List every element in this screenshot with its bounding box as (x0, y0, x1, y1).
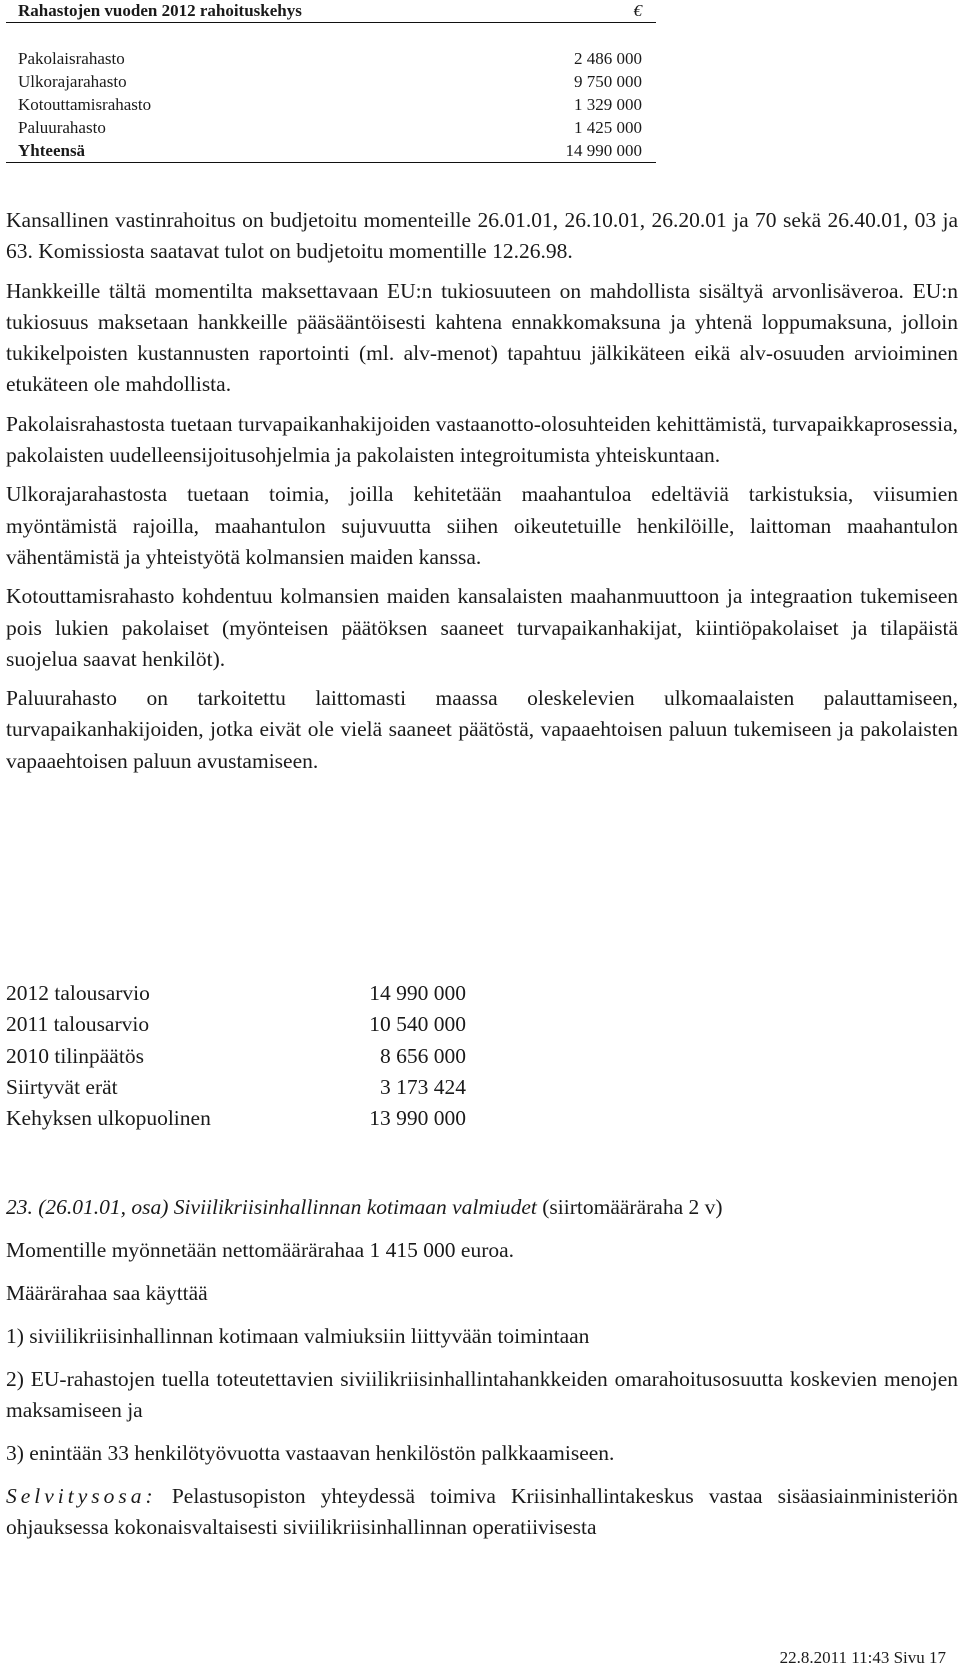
paragraph-national-funding: Kansallinen vastinrahoitus on budjetoitu momenteille 26.01.01, 26.10.01, 26.20.01 ja 70 sekä 26.40.01, 03 ja 63. Komissiosta saatavat tulot on budjetoitu momentille 12.26.98. (6, 208, 958, 264)
budget-value: 13 990 000 (369, 1106, 466, 1131)
budget-label: 2010 tilinpäätös (6, 1043, 144, 1068)
fund-name: Kotouttamisrahasto (18, 95, 152, 114)
table-row (6, 93, 656, 116)
usage-intro: Määrärahaa saa käyttää (6, 1281, 208, 1305)
explanation-paragraph (6, 1481, 958, 1543)
table-row (6, 70, 656, 93)
section-heading-type: (siirtomääräraha 2 v) (536, 1195, 723, 1219)
page-footer: 22.8.2011 11:43 Sivu 17 (779, 1648, 946, 1667)
explanation-text: Pelastusopiston yhteydessä toimiva Kriisinhallintakeskus vastaa sisäasiainministeriön ohjauksessa kokonaisvaltaisesti siviilikriisinhallinnan operatiivisesta (6, 1484, 958, 1539)
budget-value: 8 656 000 (380, 1043, 466, 1068)
list-item: 1) siviilikriisinhallinnan kotimaan valmiuksiin liittyvään toimintaan (6, 1324, 590, 1348)
fund-name: Pakolaisrahasto (18, 49, 125, 68)
budget-label: Siirtyvät erät (6, 1074, 118, 1099)
total-label: Yhteensä (18, 141, 86, 160)
section-23 (6, 1192, 958, 1543)
total-amount: 14 990 000 (565, 141, 642, 160)
table-row (6, 1103, 466, 1134)
funding-table-title: Rahastojen vuoden 2012 rahoituskehys (18, 1, 302, 20)
body-text (6, 205, 958, 777)
paragraph-border-fund: Ulkorajarahastosta tuetaan toimia, joilla kehitetään maahantuloa edeltäviä tarkistuksia, viisumien myöntämistä rajoilla, maahantulon sujuvuutta siihen oikeutetuille henkilöille, laittoman maahantulon vähentämistä ja yhteistyötä kolmansien maiden kanssa. (6, 482, 958, 569)
total-row (6, 139, 656, 163)
fund-amount: 1 425 000 (574, 118, 642, 137)
fund-amount: 1 329 000 (574, 95, 642, 114)
funding-table (6, 0, 656, 163)
paragraph-integration-fund: Kotouttamisrahasto kohdentuu kolmansien maiden kansalaisten maahanmuuttoon ja integraation tukemiseen pois lukien pakolaiset (myönteisen päätöksen saaneet turvapaikanhakijat, kiintiöpakolaiset ja tilapäistä suojelua saavat henkilöt). (6, 584, 958, 671)
fund-amount: 9 750 000 (574, 72, 642, 91)
paragraph-return-fund: Paluurahasto on tarkoitettu laittomasti maassa oleskelevien ulkomaalaisten palauttamiseen, turvapaikanhakijoiden, jotka eivät ole vielä saaneet päätöstä, vapaaehtoisen paluun tukemiseen ja pakolaisten vapaaehtoisen paluun avustamiseen. (6, 686, 958, 773)
budget-value: 14 990 000 (369, 981, 466, 1005)
explanation-label: Selvitysosa: (6, 1484, 157, 1508)
budget-value: 10 540 000 (369, 1012, 466, 1037)
list-item: 2) EU-rahastojen tuella toteutettavien siviilikriisinhallintahankkeiden omarahoitusosuutta koskevien menojen maksamiseen ja (6, 1367, 958, 1422)
currency-label: € (633, 1, 642, 20)
paragraph-vat: Hankkeille tältä momentilta maksettavaan EU:n tukiosuuteen on mahdollista sisältyä arvonlisäveroa. EU:n tukiosuus maksetaan hankkeille pääsääntöisesti kahtena ennakkomaksuna ja yhtenä loppumaksuna, jolloin tukikelpoisten kustannusten raportointi (ml. alv-menot) tapahtuu jälkikäteen eikä alv-osuuden arvioiminen etukäteen ole mahdollista. (6, 278, 958, 397)
budget-label: 2012 talousarvio (6, 981, 150, 1005)
table-row (6, 1041, 466, 1072)
table-row (6, 1072, 466, 1103)
budget-label: Kehyksen ulkopuolinen (6, 1106, 211, 1131)
fund-name: Ulkorajarahasto (18, 72, 127, 91)
fund-name: Paluurahasto (18, 118, 106, 137)
table-row (6, 978, 466, 1009)
paragraph-refugee-fund: Pakolaisrahastosta tuetaan turvapaikanhakijoiden vastaanotto-olosuhteiden kehittämistä, turvapaikkaprosessia, pakolaisten uudelleensijoitusohjelmia ja pakolaisten integroitumista yhteiskuntaan. (6, 411, 958, 468)
table-row (6, 1009, 466, 1040)
funding-table-header (6, 0, 656, 23)
section-heading-title: 23. (26.01.01, osa) Siviilikriisinhallinnan kotimaan valmiudet (6, 1195, 537, 1219)
budget-label: 2011 talousarvio (6, 1012, 150, 1037)
budget-table (6, 978, 466, 1134)
appropriation-line: Momentille myönnetään nettomäärärahaa 1 415 000 euroa. (6, 1238, 515, 1262)
table-row (6, 47, 656, 70)
budget-value: 3 173 424 (380, 1074, 466, 1099)
section-heading (6, 1192, 958, 1223)
table-row (6, 116, 656, 139)
list-item: 3) enintään 33 henkilötyövuotta vastaavan henkilöstön palkkaamiseen. (6, 1441, 615, 1465)
fund-amount: 2 486 000 (574, 49, 642, 68)
